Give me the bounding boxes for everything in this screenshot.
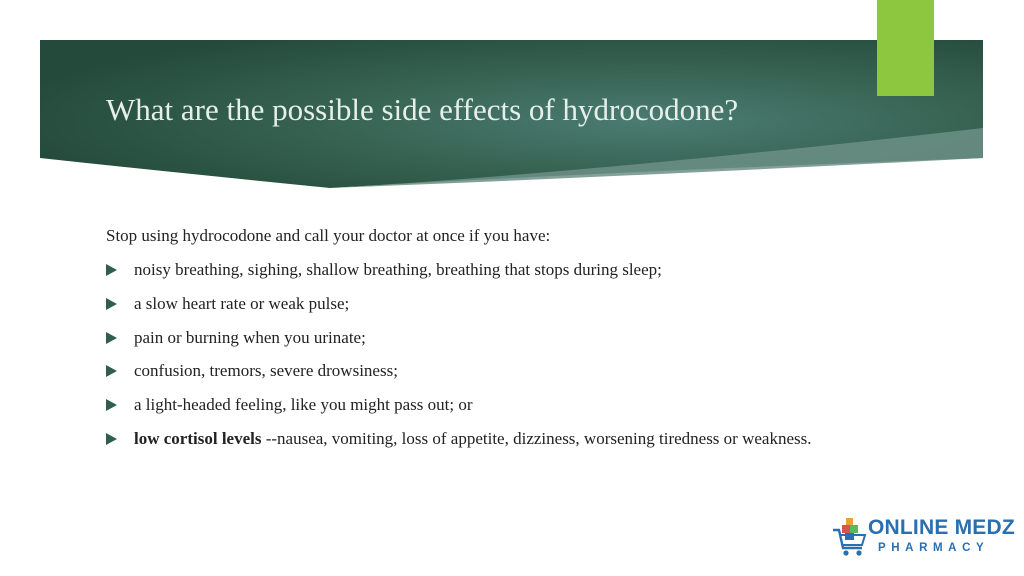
logo-name: ONLINE MEDZ [868,516,1015,539]
slide-title: What are the possible side effects of hydrocodone? [106,92,739,127]
list-item [106,428,866,450]
list-item [106,293,866,315]
list-item [106,360,866,382]
accent-tab [877,0,934,96]
list-item [106,259,866,281]
shopping-cart-icon [832,516,868,558]
bullet-text: noisy breathing, sighing, shallow breathing, breathing that stops during sleep; [134,260,662,279]
pharmacy-logo [830,514,1014,562]
logo-subtitle: PHARMACY [878,542,990,554]
bullet-text: pain or burning when you urinate; [134,327,366,347]
bullet-arrow-icon [106,332,117,344]
bullet-arrow-icon [106,399,117,411]
intro-text: Stop using hydrocodone and call your doctor at once if you have: [106,226,551,245]
bullet-text: a slow heart rate or weak pulse; [134,293,350,313]
bullet-text: a light-headed feeling, like you might pass out; or [134,395,473,415]
bullet-text: confusion, tremors, severe drowsiness; [134,361,398,381]
bullet-arrow-icon [106,433,117,445]
list-item [106,394,866,416]
bullet-list [106,259,866,462]
bullet-text: --nausea, vomiting, loss of appetite, dizziness, worsening tiredness or weakness. [261,428,812,448]
bullet-bold-text: low cortisol levels [134,428,262,448]
list-item [106,327,866,349]
bullet-arrow-icon [106,264,117,276]
bullet-arrow-icon [106,365,117,377]
bullet-arrow-icon [106,298,117,310]
